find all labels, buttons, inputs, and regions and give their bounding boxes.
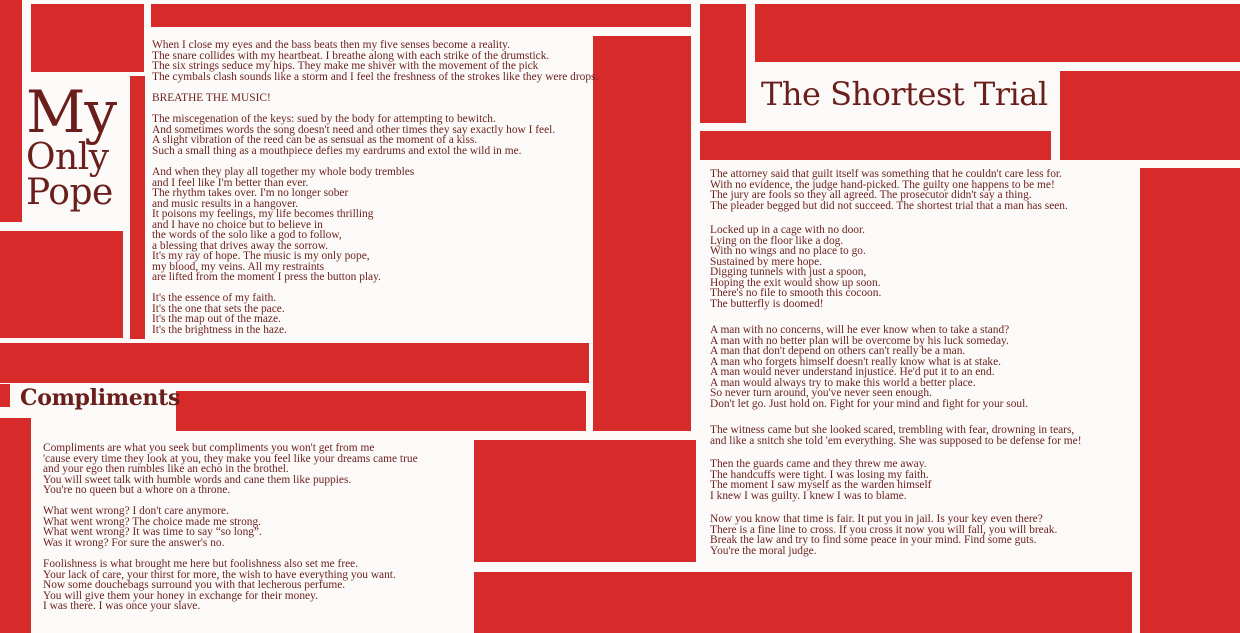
poem-line: A slight vibration of the reed can be as sensual as the moment of a kiss. [152,134,478,146]
poem-line: It's the one that sets the pace. [152,302,285,315]
title-word: My [26,78,117,146]
poem-line: and music results in a hangover. [152,197,299,210]
poem-stanza [152,114,555,156]
poem-line: A man would never understand injustice. He'd put it to an end. [710,366,995,378]
red-block [0,384,10,407]
poem-stanza [43,443,418,496]
poem-line: The cymbals clash sounds like a storm and I feel the freshness of the strokes like they were drops. [152,70,599,83]
poem-line: are lifted from the moment I press the button play. [152,271,381,283]
poem-line: Was it wrong? For sure the answer's no. [43,536,225,549]
poem-line: The pleader begged but did not succeed. The shortest trial that a man has seen. [710,199,1068,212]
poem-line: It's my ray of hope. The music is my only pope, [152,250,370,262]
red-block [0,0,22,222]
poem-line: The rhythm takes over. I'm no longer sober [152,187,349,199]
poem-stanza [710,459,931,501]
red-block [0,418,31,633]
poem-line: What went wrong? The choice made me strong. [43,515,262,528]
poem-line: You will sweet talk with humble words and cane them like puppies. [43,473,352,486]
title-word: Only [26,137,109,178]
poem-line: my blood, my veins. All my restraints [152,260,325,273]
poem-line: And when they play all together my whole body trembles [152,166,415,178]
poem-line: With no wings and no place to go. [710,245,866,257]
poem-line: You're the moral judge. [710,544,817,557]
poem-line: So never turn around, you've never seen enough. [710,387,932,399]
poem-line: Break the law and try to find some peace in your mind. Find some guts. [710,534,1037,546]
poem-line: The snare collides with my heartbeat. I breathe along with each strike of the drumstick. [152,49,550,62]
poem-stanza [152,167,414,283]
poem-line: The attorney said that guilt itself was something that he couldn't care less for. [710,168,1062,180]
poem-line: What went wrong? It was time to say “so long”. [43,526,262,538]
poem-stanza [710,225,881,309]
poem-title-compliments: Compliments [20,385,181,411]
poem-line: The jury are fools so they all agreed. The prosecutor didn't say a thing. [710,189,1032,201]
red-block [176,391,586,431]
poem-line: BREATHE THE MUSIC! [152,92,271,104]
poem-line: Locked up in a cage with no door. [710,224,865,236]
poem-line: A man with no better plan will be overcome by his luck someday. [710,334,1009,347]
poem-line: The handcuffs were tight. I was losing my faith. [710,468,929,481]
poem-line: The moment I saw myself as the warden himself [710,479,932,491]
poem-stanza [43,559,396,612]
poem-line: There is a fine line to cross. If you cross it now you will fall, you will break. [710,523,1058,536]
poem-line: It's the essence of my faith. [152,292,277,304]
poem-line: A man would always try to make this world a better place. [710,376,976,389]
poem-line: and I have no choice but to believe in [152,218,323,231]
poem-line: Then the guards came and they threw me away. [710,458,927,470]
title-word: Pope [26,172,113,213]
poem-stanza [152,293,287,335]
poem-stanza [710,325,1028,409]
red-block [700,4,746,123]
poem-line: And sometimes words the song doesn't need and other times they say exactly how I feel. [152,123,556,136]
poem-line: It's the brightness in the haze. [152,323,287,336]
poem-stanza [152,40,598,82]
red-block [755,4,1240,62]
poem-line: Such a small thing as a mouthpiece defies my eardrums and extol the wild in me. [152,144,522,157]
poem-line: the words of the solo like a god to follow, [152,229,342,241]
red-block [31,4,144,72]
poem-title-my-only-pope [26,78,130,213]
red-block [151,4,691,27]
poem-line: You're no queen but a whore on a throne. [43,484,231,496]
poem-line: Sustained by mere hope. [710,255,822,268]
poem-line: a blessing that drives away the sorrow. [152,239,329,252]
poem-stanza [710,169,1068,211]
poem-line: What went wrong? I don't care anymore. [43,505,229,517]
poem-stanza [710,514,1057,556]
poem-line: Foolishness is what brought me here but foolishness also set me free. [43,558,359,570]
poem-line: The miscegenation of the keys: sued by the body for attempting to bewitch. [152,113,496,125]
poem-line: Now some douchebags surround you with that lecherous perfume. [43,579,346,591]
red-block [474,572,1132,633]
red-block [0,343,589,383]
poem-line: I knew I was guilty. I knew I was to blame. [710,489,907,502]
poem-line: It poisons my feelings, my life becomes thrilling [152,208,374,220]
poem-line: 'cause every time they look at you, they make you feel like your dreams came true [43,452,418,465]
poem-line: It's the map out of the maze. [152,313,281,325]
poem-line: The witness came but she looked scared, trembling with fear, drowning in tears, [710,424,1075,436]
poem-line: A man that don't depend on others can't really be a man. [710,345,966,357]
poem-line: Lying on the floor like a dog. [710,234,844,247]
poem-stanza [152,93,271,104]
poem-line: Compliments are what you seek but compliments you won't get from me [43,442,375,454]
poem-title-the-shortest-trial: The Shortest Trial [761,75,1048,113]
poem-line: and your ego then rumbles like an echo in the brothel. [43,463,289,475]
red-block [1140,168,1240,633]
poem-stanza [710,425,1082,446]
red-block [474,440,696,562]
poem-line: Now you know that time is fair. It put you in jail. Is your key even there? [710,513,1043,525]
red-block [700,131,1051,160]
poem-line: Don't let go. Just hold on. Fight for your mind and fight for your soul. [710,397,1029,410]
poem-line: Hoping the exit would show up soon. [710,276,881,289]
poem-line: With no evidence, the judge hand-picked. The guilty one happens to be me! [710,178,1055,191]
poem-line: You will give them your honey in exchange for their money. [43,589,318,602]
poem-stanza [43,506,262,548]
poem-line: A man who forgets himself doesn't really know what is at stake. [710,355,1001,368]
red-block [593,36,691,431]
poem-line: and I feel like I'm better than ever. [152,176,309,189]
poem-line: Digging tunnels with just a spoon, [710,266,867,278]
red-block [130,76,145,339]
poem-line: The butterfly is doomed! [710,297,824,310]
poem-line: Your lack of care, your thirst for more, the wish to have everything you want. [43,568,396,581]
red-block [1060,71,1240,160]
poem-line: The six strings seduce my hips. They make me shiver with the movement of the pick [152,60,539,72]
poem-line: I was there. I was once your slave. [43,600,201,612]
poem-line: and like a snitch she told 'em everything. She was supposed to be defense for me! [710,434,1082,447]
red-block [0,231,123,338]
poem-line: A man with no concerns, will he ever know when to take a stand? [710,324,1010,336]
poem-line: There's no file to smooth this cocoon. [710,287,882,299]
poem-line: When I close my eyes and the bass beats then my five senses become a reality. [152,39,510,51]
